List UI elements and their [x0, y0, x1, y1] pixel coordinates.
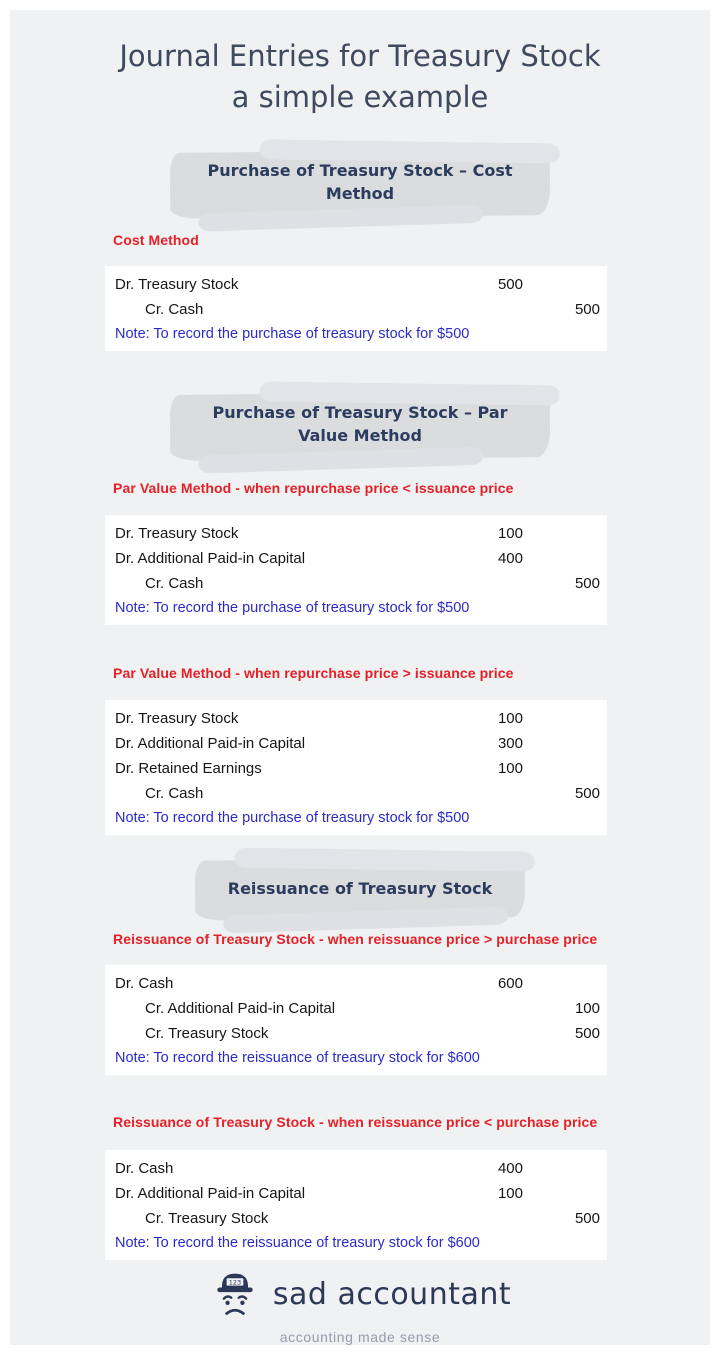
section-header-line: Value Method	[298, 426, 422, 445]
journal-row	[115, 781, 600, 806]
journal-row	[115, 731, 600, 756]
debit-amount: 400	[497, 550, 523, 567]
section-header-line: Reissuance of Treasury Stock	[227, 879, 493, 898]
credit-amount	[523, 756, 600, 781]
journal-note: Note: To record the reissuance of treasury stock for $600	[115, 1235, 480, 1251]
debit-amount	[463, 1021, 523, 1046]
journal-row	[115, 1021, 600, 1046]
debit-amount: 100	[497, 1185, 523, 1202]
brand-row	[10, 1266, 710, 1322]
journal-row	[115, 1181, 600, 1206]
credit-amount: 500	[574, 575, 600, 592]
debit-amount: 300	[497, 735, 523, 752]
debit-amount: 400	[497, 1160, 523, 1177]
section-label-par-value-gt: Par Value Method - when repurchase price > issuance price	[113, 665, 514, 681]
credit-amount: 500	[574, 785, 600, 802]
account-name: Cr. Cash	[145, 301, 204, 318]
account-name: Cr. Cash	[145, 785, 204, 802]
journal-row	[115, 571, 600, 596]
page-title	[10, 36, 710, 118]
svg-text:123: 123	[228, 1278, 242, 1287]
account-name: Cr. Treasury Stock	[145, 1210, 269, 1227]
journal-row	[115, 1156, 600, 1181]
account-name: Dr. Treasury Stock	[115, 525, 239, 542]
debit-amount: 100	[497, 760, 523, 777]
page-title-line1: Journal Entries for Treasury Stock	[119, 39, 601, 73]
journal-row	[115, 971, 600, 996]
journal-row	[115, 297, 600, 322]
journal-row	[115, 996, 600, 1021]
debit-amount	[463, 297, 523, 322]
account-name: Cr. Additional Paid-in Capital	[145, 1000, 336, 1017]
account-name: Dr. Cash	[115, 975, 174, 992]
section-header-line: Purchase of Treasury Stock – Par	[212, 403, 508, 422]
infographic-canvas	[10, 10, 710, 1345]
debit-amount: 100	[497, 525, 523, 542]
account-name: Dr. Additional Paid-in Capital	[115, 1185, 306, 1202]
credit-amount	[523, 272, 600, 297]
journal-entry-box-par-value-gt	[105, 700, 607, 835]
debit-amount	[463, 781, 523, 806]
section-header-line: Purchase of Treasury Stock – Cost	[207, 161, 513, 180]
credit-amount	[523, 1181, 600, 1206]
account-name: Dr. Additional Paid-in Capital	[115, 735, 306, 752]
credit-amount: 500	[574, 1025, 600, 1042]
account-name: Dr. Retained Earnings	[115, 760, 262, 777]
credit-amount: 500	[574, 301, 600, 318]
account-name: Dr. Treasury Stock	[115, 710, 239, 727]
section-header-text	[10, 853, 710, 900]
journal-entry-box-par-value-lt	[105, 515, 607, 625]
journal-note: Note: To record the purchase of treasury stock for $500	[115, 326, 470, 342]
debit-amount: 100	[497, 710, 523, 727]
journal-entry-box-reissuance-gt	[105, 965, 607, 1075]
journal-row	[115, 546, 600, 571]
section-header-reissuance	[10, 853, 710, 900]
journal-entry-box-cost-method	[105, 266, 607, 351]
journal-row	[115, 521, 600, 546]
account-name: Cr. Treasury Stock	[145, 1025, 269, 1042]
brand-name: sad accountant	[272, 1276, 512, 1312]
account-name: Dr. Additional Paid-in Capital	[115, 550, 306, 567]
section-header-line: Method	[325, 184, 395, 203]
section-label-reissuance-gt: Reissuance of Treasury Stock - when reissuance price > purchase price	[113, 931, 598, 947]
debit-amount: 500	[497, 276, 523, 293]
section-label-cost-method: Cost Method	[113, 232, 199, 248]
section-header-text	[10, 143, 710, 205]
journal-note: Note: To record the purchase of treasury stock for $500	[115, 810, 470, 826]
account-name: Dr. Cash	[115, 1160, 174, 1177]
credit-amount	[523, 706, 600, 731]
brand-tagline: accounting made sense	[279, 1329, 441, 1345]
section-label-par-value-lt: Par Value Method - when repurchase price < issuance price	[113, 480, 514, 496]
section-label-reissuance-lt: Reissuance of Treasury Stock - when reissuance price < purchase price	[113, 1114, 598, 1130]
journal-row	[115, 272, 600, 297]
account-name: Dr. Treasury Stock	[115, 276, 239, 293]
journal-row	[115, 706, 600, 731]
account-name: Cr. Cash	[145, 575, 204, 592]
credit-amount	[523, 1156, 600, 1181]
page-title-line2: a simple example	[231, 80, 489, 114]
section-header-purchase-par-value-method	[10, 385, 710, 447]
credit-amount	[523, 546, 600, 571]
journal-row	[115, 756, 600, 781]
debit-amount: 600	[497, 975, 523, 992]
sad-accountant-icon	[209, 1268, 261, 1320]
journal-row	[115, 1206, 600, 1231]
debit-amount	[463, 996, 523, 1021]
credit-amount	[523, 521, 600, 546]
credit-amount	[523, 731, 600, 756]
journal-entry-box-reissuance-lt	[105, 1150, 607, 1260]
debit-amount	[463, 1206, 523, 1231]
credit-amount	[523, 971, 600, 996]
section-header-text	[10, 385, 710, 447]
credit-amount: 500	[574, 1210, 600, 1227]
credit-amount: 100	[574, 1000, 600, 1017]
journal-note: Note: To record the purchase of treasury stock for $500	[115, 600, 470, 616]
journal-note: Note: To record the reissuance of treasury stock for $600	[115, 1050, 480, 1066]
section-header-purchase-cost-method	[10, 143, 710, 205]
debit-amount	[463, 571, 523, 596]
